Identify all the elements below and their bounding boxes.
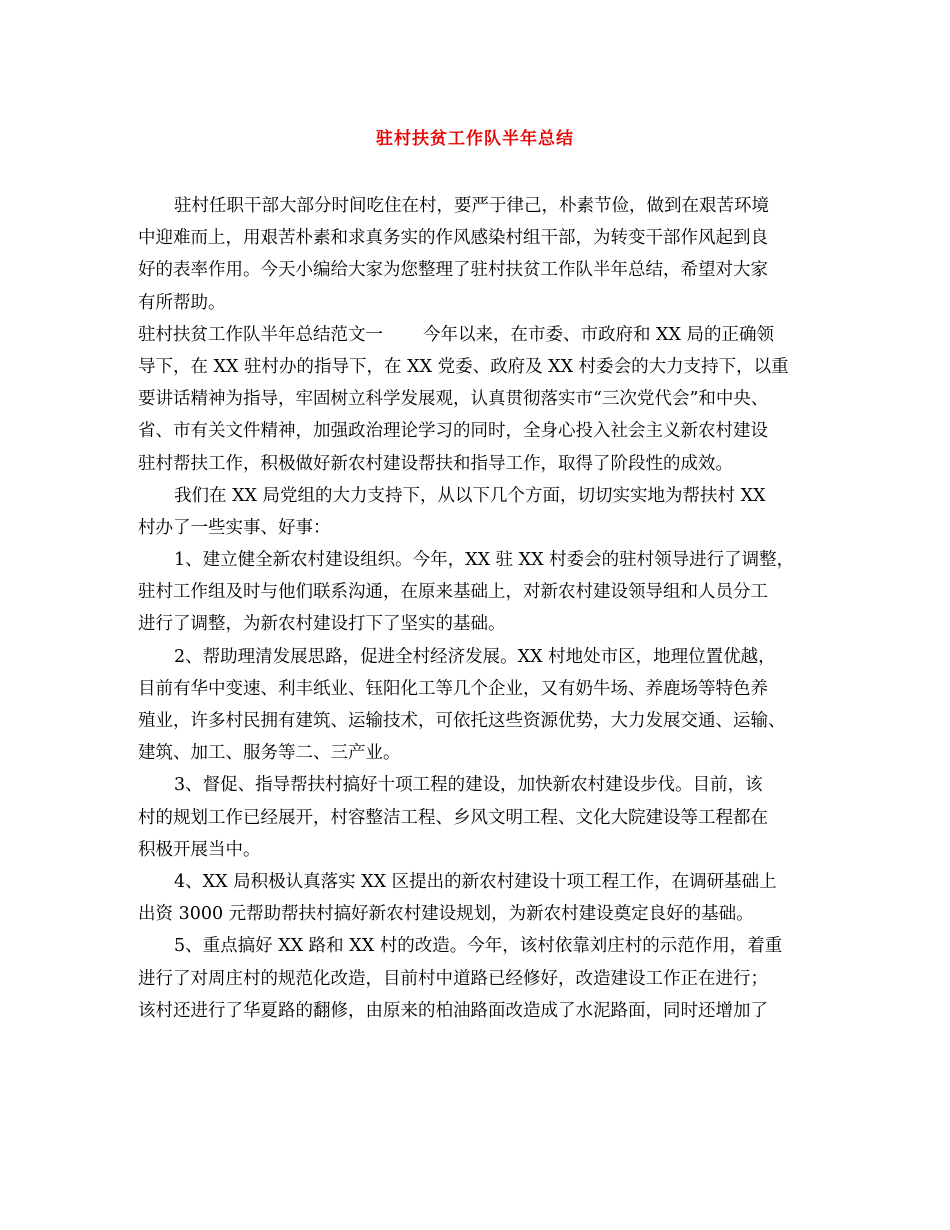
text-line (138, 866, 818, 898)
text-line (138, 415, 818, 447)
text-line-content: 村的规划工作已经展开，村容整洁工程、乡风文明工程、文化大院建设等工程都在 (138, 807, 768, 828)
text-line (138, 351, 818, 383)
text-line-content: 有所帮助。 (138, 292, 226, 313)
document-title: 驻村扶贫工作队半年总结 (376, 129, 574, 149)
text-line-content: 1、建立健全新农村建设组织。今年，XX 驻 XX 村委会的驻村领导进行了调整， (174, 550, 795, 571)
text-line (138, 834, 818, 866)
text-line (138, 898, 818, 930)
text-line (138, 737, 818, 769)
text-line (138, 769, 818, 801)
text-line (138, 480, 818, 512)
text-line-content: 进行了对周庄村的规范化改造，目前村中道路已经修好，改造建设工作正在进行； (138, 968, 768, 989)
text-line-content: 5、重点搞好 XX 路和 XX 村的改造。今年，该村依靠刘庄村的示范作用，着重 (174, 936, 783, 957)
text-line-content: 积极开展当中。 (138, 839, 261, 860)
text-line-continuation: 今年以来，在市委、市政府和 XX 局的正确领 (423, 324, 775, 345)
text-line (138, 319, 818, 351)
text-line (138, 705, 818, 737)
text-line-content: 3、督促、指导帮扶村搞好十项工程的建设，加快新农村建设步伐。目前，该 (174, 775, 763, 796)
text-line-content: 该村还进行了华夏路的翻修，由原来的柏油路面改造成了水泥路面，同时还增加了 (138, 1000, 768, 1021)
text-line (138, 448, 818, 480)
text-line-content: 驻村工作组及时与他们联系沟通，在原来基础上，对新农村建设领导组和人员分工 (138, 582, 768, 603)
text-line-content: 殖业，许多村民拥有建筑、运输技术，可依托这些资源优势，大力发展交通、运输、 (138, 711, 786, 731)
text-line (138, 930, 818, 962)
text-line (138, 802, 818, 834)
text-line (138, 254, 818, 286)
text-line-content: 4、XX 局积极认真落实 XX 区提出的新农村建设十项工程工作，在调研基础上 (174, 871, 777, 892)
text-line (138, 512, 818, 544)
text-line (138, 576, 818, 608)
text-line-content: 省、市有关文件精神，加强政治理论学习的同时，全身心投入社会主义新农村建设 (138, 421, 768, 442)
text-line (138, 673, 818, 705)
text-line (138, 995, 818, 1027)
text-line-content: 2、帮助理清发展思路，促进全村经济发展。XX 村地处市区，地理位置优越， (174, 646, 776, 667)
text-line (138, 222, 818, 254)
text-line-content: 出资 3000 元帮助帮扶村搞好新农村建设规划，为新农村建设奠定良好的基础。 (138, 904, 754, 925)
document-body (138, 190, 818, 1027)
text-line-content: 好的表率作用。今天小编给大家为您整理了驻村扶贫工作队半年总结，希望对大家 (138, 260, 768, 281)
text-line (138, 963, 818, 995)
text-line-content: 要讲话精神为指导，牢固树立科学发展观，认真贯彻落实市“三次党代会”和中央、 (138, 389, 769, 410)
text-line-content: 中迎难而上，用艰苦朴素和求真务实的作风感染村组干部，为转变干部作风起到良 (138, 228, 768, 249)
text-line-content: 我们在 XX 局党组的大力支持下，从以下几个方面，切切实实地为帮扶村 XX (174, 485, 766, 506)
text-line-content: 建筑、加工、服务等二、三产业。 (138, 743, 401, 764)
text-line-content: 导下，在 XX 驻村办的指导下，在 XX 党委、政府及 XX 村委会的大力支持下，以重 (138, 356, 789, 377)
text-line (138, 190, 818, 222)
text-line-content: 进行了调整，为新农村建设打下了坚实的基础。 (138, 614, 506, 635)
text-line-content: 村办了一些实事、好事： (138, 517, 331, 538)
text-line (138, 287, 818, 319)
text-line (138, 641, 818, 673)
text-line-content: 驻村帮扶工作，积极做好新农村建设帮扶和指导工作，取得了阶段性的成效。 (138, 453, 733, 474)
text-line (138, 608, 818, 640)
text-line (138, 383, 818, 415)
text-line-content: 驻村任职干部大部分时间吃住在村，要严于律己，朴素节俭，做到在艰苦环境 (174, 196, 769, 216)
text-line-content: 目前有华中变速、利丰纸业、钰阳化工等几个企业，又有奶牛场、养鹿场等特色养 (138, 678, 768, 699)
text-line-content: 驻村扶贫工作队半年总结范文一 (138, 324, 383, 345)
text-line (138, 544, 818, 576)
